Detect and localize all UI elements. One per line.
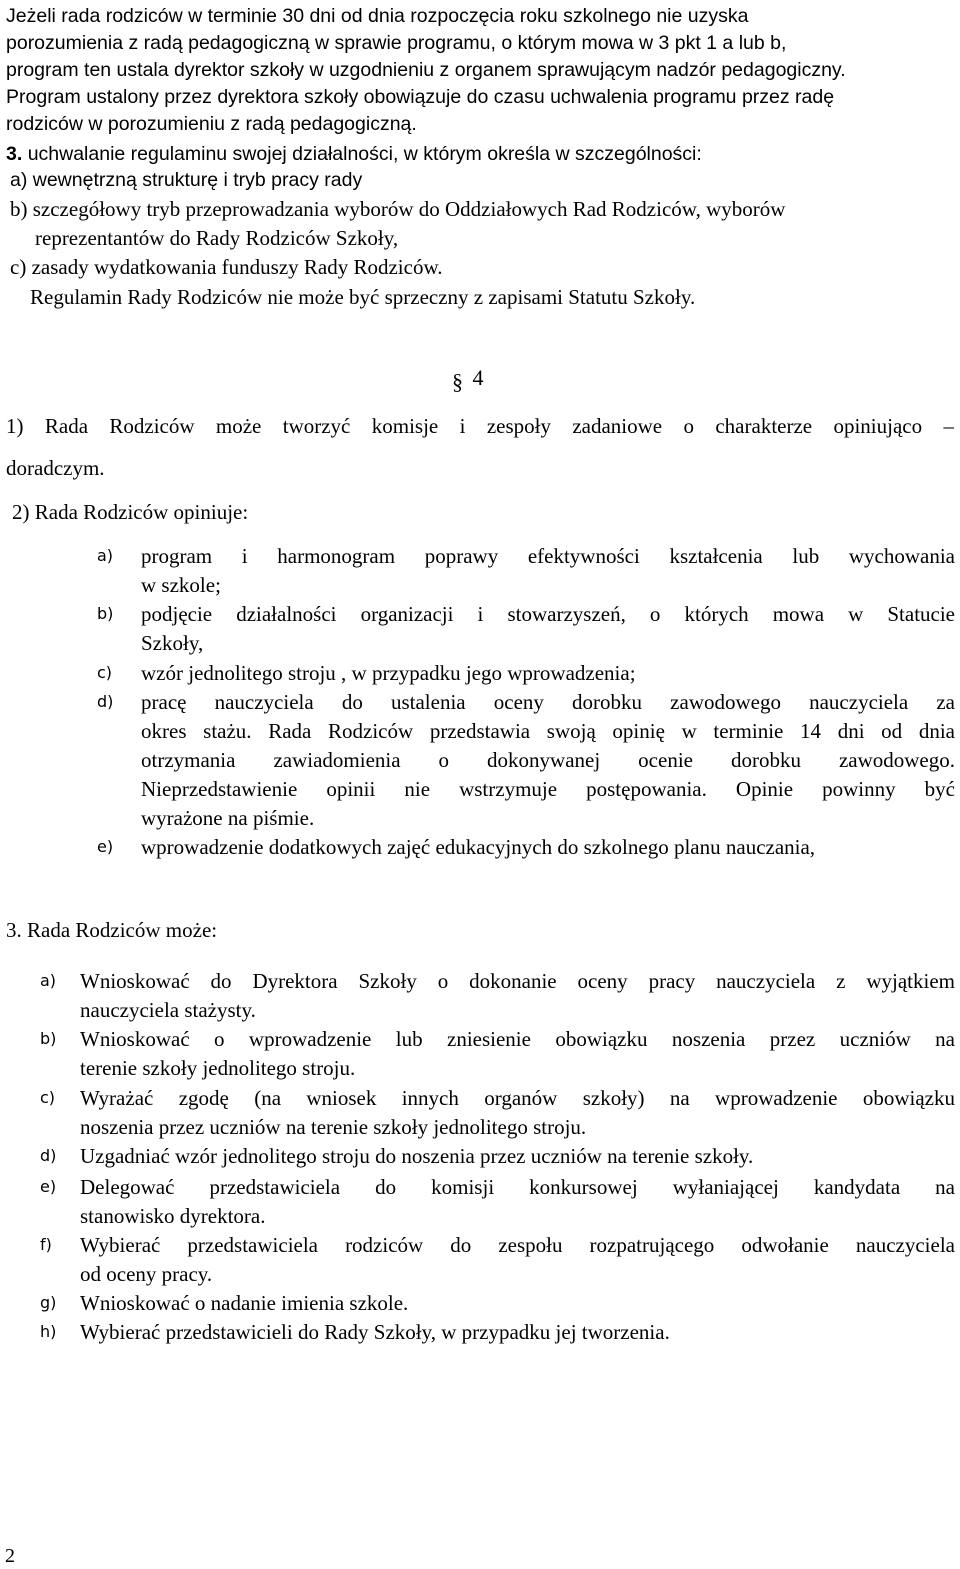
section-symbol: § (452, 369, 463, 394)
list-item-line: wprowadzenie dodatkowych zajęć edukacyjnych do szkolnego planu nauczania, (141, 835, 816, 859)
list-label: b) (40, 1029, 57, 1048)
list-label: e) (97, 837, 114, 856)
list-item-line: podjęcie działalności organizacji i stowarzyszeń, o których mowa w Statucie (141, 602, 955, 626)
list-label: g) (40, 1293, 57, 1312)
list-item-line: Uzgadniać wzór jednolitego stroju do noszenia przez uczniów na terenie szkoły. (80, 1144, 754, 1168)
list-item-line: Wnioskować do Dyrektora Szkoły o dokonanie oceny pracy nauczyciela z wyjątkiem (80, 969, 955, 993)
list-label: c) (40, 1088, 56, 1107)
list-label: f) (40, 1235, 52, 1254)
list-item-line: wzór jednolitego stroju , w przypadku jego wprowadzenia; (141, 661, 636, 685)
point-2-heading: 2) Rada Rodziców opiniuje: (12, 500, 249, 524)
paragraph-line: Program ustalony przez dyrektora szkoły obowiązuje do czasu uchwalenia programu przez radę (6, 86, 835, 108)
list-label: d) (40, 1146, 57, 1165)
list-item-line: Wybierać przedstawiciela rodziców do zespołu rozpatrującego odwołanie nauczyciela (80, 1233, 955, 1257)
list-item-line: stanowisko dyrektora. (80, 1204, 266, 1228)
list-item-line: okres stażu. Rada Rodziców przedstawia swoją opinię w terminie 14 dni od dnia (141, 719, 955, 743)
list-item-line: Szkoły, (141, 631, 204, 655)
page-number: 2 (5, 1545, 15, 1567)
list-item-line: Nieprzedstawienie opinii nie wstrzymuje postępowania. Opinie powinny być (141, 777, 955, 801)
list-item-line: noszenia przez uczniów na terenie szkoły jednolitego stroju. (80, 1115, 587, 1139)
item-number: 3. (6, 143, 23, 165)
list-item-line: Wyrażać zgodę (na wniosek innych organów szkoły) na wprowadzenie obowiązku (80, 1086, 955, 1110)
list-item-line: od oceny pracy. (80, 1262, 213, 1286)
list-label: h) (40, 1322, 57, 1341)
list-item-line: Wybierać przedstawicieli do Rady Szkoły, w przypadku jej tworzenia. (80, 1320, 670, 1344)
list-label: e) (40, 1177, 57, 1196)
list-item-line: Delegować przedstawiciela do komisji konkursowej wyłaniającej kandydata na (80, 1175, 955, 1199)
list-item-line: Wnioskować o nadanie imienia szkole. (80, 1291, 409, 1315)
point-1-line: doradczym. (6, 456, 105, 480)
list-item-line: w szkole; (141, 573, 221, 597)
item-3b: b) szczegółowy tryb przeprowadzania wyborów do Oddziałowych Rad Rodziców, wyborów (10, 197, 786, 221)
section-number: 4 (472, 365, 484, 390)
item-3-line (6, 141, 702, 167)
list-label: a) (40, 971, 57, 990)
paragraph-line: Jeżeli rada rodziców w terminie 30 dni od dnia rozpoczęcia roku szkolnego nie uzyska (6, 5, 749, 27)
paragraph-line: program ten ustala dyrektor szkoły w uzgodnieniu z organem sprawującym nadzór pedagogiczny. (6, 59, 846, 81)
list-label: b) (97, 604, 114, 623)
list-item-line: otrzymania zawiadomienia o dokonywanej ocenie dorobku zawodowego. (141, 748, 955, 772)
point-3-heading: 3. Rada Rodziców może: (6, 918, 218, 942)
section-heading (452, 365, 484, 395)
list-label: c) (97, 663, 113, 682)
regulamin-note: Regulamin Rady Rodziców nie może być sprzeczny z zapisami Statutu Szkoły. (30, 285, 696, 309)
point-1-line: 1) Rada Rodziców może tworzyć komisje i zespoły zadaniowe o charakterze opiniująco – (6, 414, 954, 438)
list-item-line: Wnioskować o wprowadzenie lub zniesienie obowiązku noszenia przez uczniów na (80, 1027, 955, 1051)
paragraph-line: rodziców w porozumieniu z radą pedagogiczną. (6, 113, 417, 135)
item-3a: a) wewnętrzną strukturę i tryb pracy rady (10, 169, 363, 191)
list-label: d) (97, 692, 114, 711)
item-3c: c) zasady wydatkowania funduszy Rady Rodziców. (10, 255, 443, 279)
list-item-line: terenie szkoły jednolitego stroju. (80, 1056, 356, 1080)
list-item-line: pracę nauczyciela do ustalenia oceny dorobku zawodowego nauczyciela za (141, 690, 955, 714)
list-item-line: wyrażone na piśmie. (141, 806, 315, 830)
item-3b-cont: reprezentantów do Rady Rodziców Szkoły, (35, 226, 399, 250)
list-label: a) (97, 546, 114, 565)
paragraph-line: porozumienia z radą pedagogiczną w sprawie programu, o którym mowa w 3 pkt 1 a lub b, (6, 32, 787, 54)
list-item-line: nauczyciela stażysty. (80, 998, 256, 1022)
list-item-line: program i harmonogram poprawy efektywności kształcenia lub wychowania (141, 544, 955, 568)
item-text: uchwalanie regulaminu swojej działalności, w którym określa w szczególności: (27, 143, 702, 165)
